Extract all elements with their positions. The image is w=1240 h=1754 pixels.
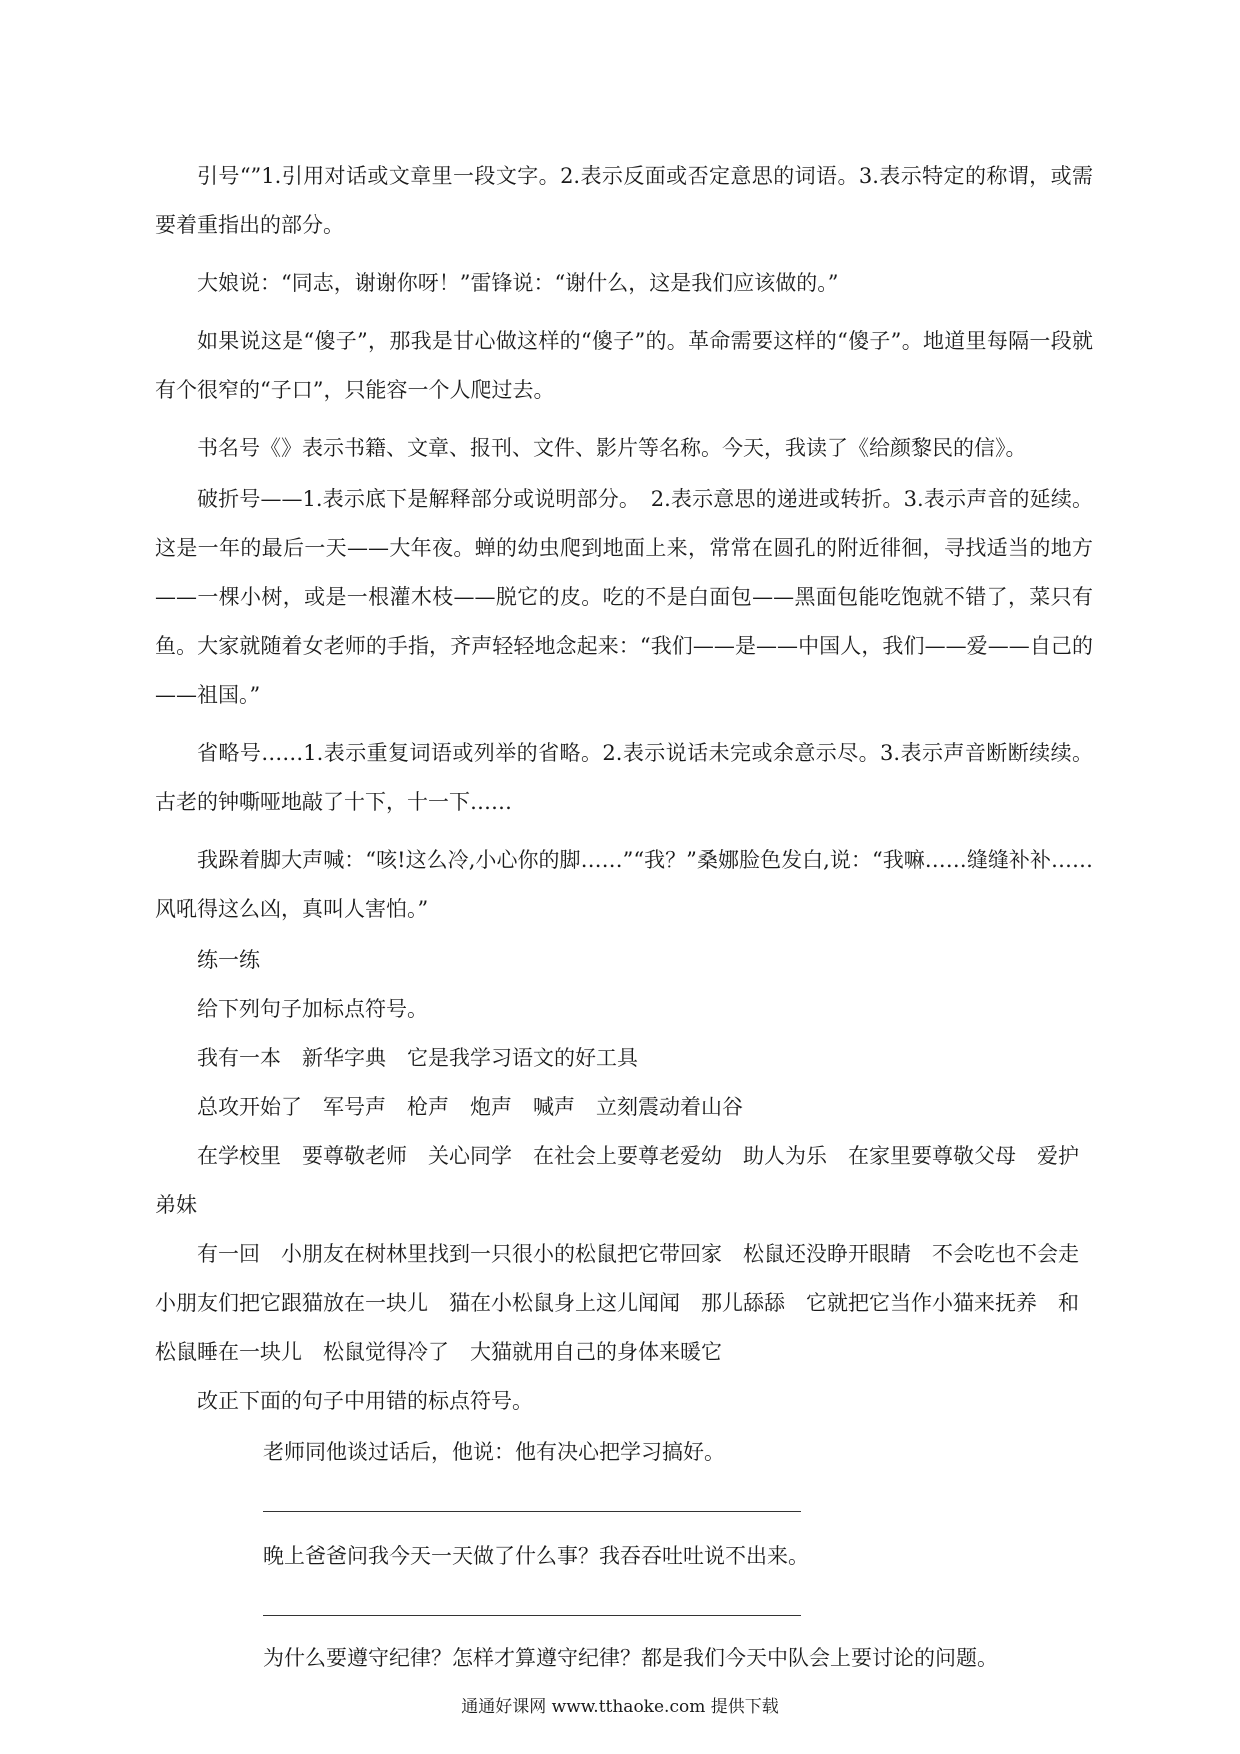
practice-sentence: 我有一本 新华字典 它是我学习语文的好工具 xyxy=(197,1046,638,1070)
practice-heading: 练一练 xyxy=(197,948,260,972)
dash-paragraph: 破折号——1.表示底下是解释部分或说明部分。 2.表示意思的递进或转折。3.表示声音的延续。这是一年的最后一天——大年夜。蝉的幼虫爬到地面上来，常常在圆孔的附近徘徊，寻找适当的地方——一棵小树，或是一根灌木枝——脱它的皮。吃的不是白面包——黑面包能吃饱就不错了，菜只有鱼。大家就随着女老师的手指，齐声轻轻地念起来：“我们——是——中国人，我们——爱——自己的——祖国。” xyxy=(155,487,1093,707)
correction-sentence: 晚上爸爸问我今天一天做了什么事？我吞吞吐吐说不出来。 xyxy=(263,1544,809,1568)
practice-instruction: 给下列句子加标点符号。 xyxy=(197,997,428,1021)
correction-sentence: 老师同他谈过话后，他说：他有决心把学习搞好。 xyxy=(263,1440,725,1464)
correction-sentence: 为什么要遵守纪律？怎样才算遵守纪律？都是我们今天中队会上要讨论的问题。 xyxy=(263,1646,998,1670)
practice-sentence: 有一回 小朋友在树林里找到一只很小的松鼠把它带回家 松鼠还没睁开眼睛 不会吃也不会走 小朋友们把它跟猫放在一块儿 猫在小松鼠身上这儿闻闻 那儿舔舔 它就把它当作小猫来抚养 和松鼠睡在一块儿 松鼠觉得冷了 大猫就用自己的身体来暖它 xyxy=(155,1242,1100,1364)
document-body xyxy=(155,152,1100,1683)
quote-example-1: 大娘说：“同志，谢谢你呀！”雷锋说：“谢什么，这是我们应该做的。” xyxy=(197,271,839,295)
correction-instruction: 改正下面的句子中用错的标点符号。 xyxy=(197,1389,533,1413)
ellipsis-example: 我跺着脚大声喊：“咳!这么冷,小心你的脚……”“我？”桑娜脸色发白,说：“我嘛……缝缝补补……风吼得这么凶，真叫人害怕。” xyxy=(155,848,1093,921)
quote-example-2: 如果说这是“傻子”，那我是甘心做这样的“傻子”的。革命需要这样的“傻子”。地道里每隔一段就有个很窄的“子口”，只能容一个人爬过去。 xyxy=(155,329,1093,402)
ellipsis-paragraph: 省略号……1.表示重复词语或列举的省略。2.表示说话未完或余意示尽。3.表示声音断断续续。古老的钟嘶哑地敲了十下，十一下…… xyxy=(155,741,1093,814)
page-footer: 通通好课网 www.tthaoke.com 提供下载 xyxy=(461,1697,779,1717)
book-marks-paragraph: 书名号《》表示书籍、文章、报刊、文件、影片等名称。今天，我读了《给颜黎民的信》。 xyxy=(197,436,1027,460)
practice-sentence: 总攻开始了 军号声 枪声 炮声 喊声 立刻震动着山谷 xyxy=(197,1095,743,1119)
practice-sentence: 在学校里 要尊敬老师 关心同学 在社会上要尊老爱幼 助人为乐 在家里要尊敬父母 爱护弟妹 xyxy=(155,1144,1079,1217)
quote-marks-paragraph: 引号“”1.引用对话或文章里一段文字。2.表示反面或否定意思的词语。3.表示特定的称谓，或需要着重指出的部分。 xyxy=(155,164,1093,237)
